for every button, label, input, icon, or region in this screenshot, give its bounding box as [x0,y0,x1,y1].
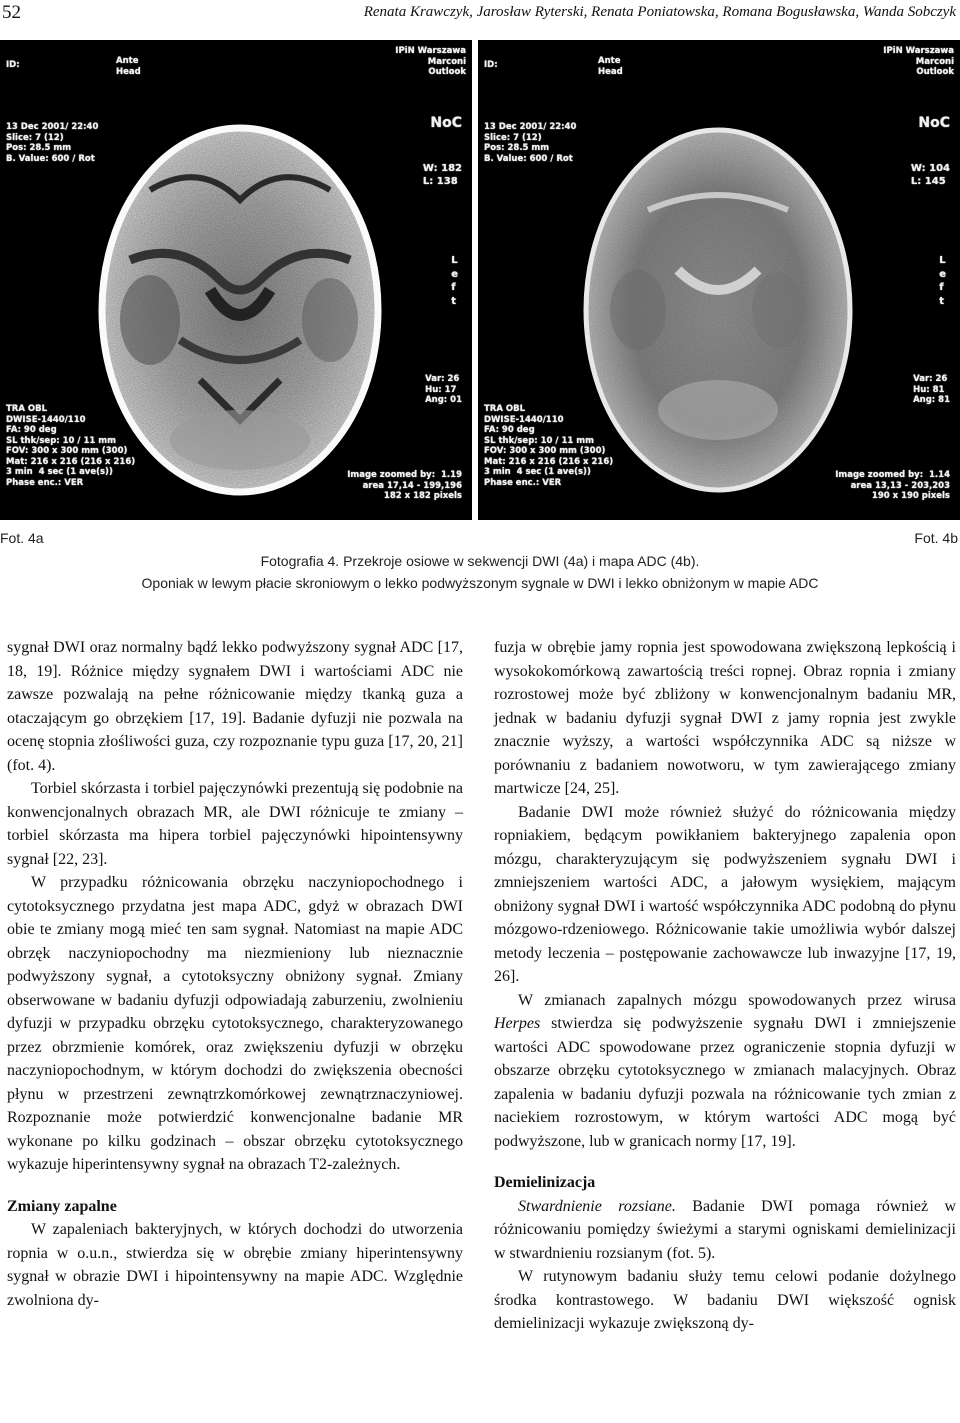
section-heading-zmiany-zapalne: Zmiany zapalne [7,1197,117,1215]
figure-label-4b: Fot. 4b [914,530,958,546]
overlay-window-level: W: 104 L: 145 [910,163,950,187]
overlay-orientation-left: L e f t [451,255,458,307]
overlay-var-hu-ang: Var: 26 Hu: 81 Ang: 81 [913,374,950,405]
overlay-var-hu-ang: Var: 26 Hu: 17 Ang: 01 [425,374,462,405]
overlay-id: ID: [6,60,20,70]
paragraph: fuzja w obrębie jamy ropnia jest spowodowana zwiększoną lepkością i wysokokomórkową zawartością treści ropnej. Obraz ropnia i zmiany rozrostowej może być zbliżony w konwencjonalnym badaniu MR, jednak w badaniu dyfuzji sygnał DWI z jamy ropnia jest zwykle znacznie wyższy, a wartości współczynnika ADC są niższe w porównaniu z badaniem nowotworu, w tym zawierającego zmiany martwicze [24, 25]. [494,639,956,797]
running-head-authors: Renata Krawczyk, Jarosław Ryterski, Renata Poniatowska, Romana Bogusławska, Wanda Sobczyk [363,4,956,20]
paragraph: W rutynowym badaniu służy temu celowi podanie dożylnego środka kontrastowego. W badaniu DWI większość ognisk demielinizacji wykazuje zwiększoną dy- [494,1268,956,1332]
text-run: Badanie DWI pomaga również w różnicowaniu pomiędzy świeżymi a starymi ogniskami demielinizacji w stwardnieniu rozsianym (fot. 5). [494,1197,956,1262]
overlay-noc: NoC [918,115,950,131]
mri-image-adc [478,40,960,520]
paragraph: W zapaleniach bakteryjnych, w których dochodzi do utworzenia ropnia w o.u.n., stwierdza się w obrębie zmiany hiperintensywny sygnał w obrazie DWI i hipointensywny na mapie ADC. Względnie zwolniona dy- [7,1221,463,1309]
overlay-sequence-params: TRA OBL DWISE-1440/110 FA: 90 deg SL thk/sep: 10 / 11 mm FOV: 300 x 300 mm (300) Mat: 216 x 216 (216 x 216) 3 min 4 sec (1 ave(s)) Phase enc.: VER [484,404,614,488]
text-italic: Stwardnienie rozsiane. [518,1197,676,1215]
paragraph: Torbiel skórzasta i torbiel pajęczynówki prezentują się podobnie na konwencjonalnych obrazach MR, ale DWI różnicuje te zmiany – torbiel skórzasta ma hipera torbiel pajęczynówki hipointensywny sygnał [22, 23]. [7,780,463,868]
overlay-orientation-left: L e f t [939,255,946,307]
overlay-sequence-params: TRA OBL DWISE-1440/110 FA: 90 deg SL thk/sep: 10 / 11 mm FOV: 300 x 300 mm (300) Mat: 216 x 216 (216 x 216) 3 min 4 sec (1 ave(s)) Phase enc.: VER [6,404,136,488]
figure-4 [0,40,960,600]
text-run: stwierdza się podwyższenie sygnału DWI i zmniejszenie wartości ADC spowodowane przez ograniczenie stopnia dyfuzji w obszarze obrzęku cytotoksycznego w zmianach malacyjnych. Obraz zapalenia w badaniu dyfuzji pozwala na różnicowanie tych zmian z naciekiem rozrostowym, w którym wartości ADC mogą być podwyższone, lub w granicach normy [17, 19]. [494,1015,956,1150]
figure-caption [0,550,960,594]
overlay-institution: IPiN Warszawa Marconi Outlook [883,46,954,77]
left-column [7,636,463,1312]
overlay-zoom-info: Image zoomed by: 1.14 area 13,13 - 203,203 190 x 190 pixels [835,470,950,501]
overlay-id: ID: [484,60,498,70]
text-italic: Herpes [494,1015,541,1032]
paragraph: sygnał DWI oraz normalny bądź lekko podwyższony sygnał ADC [17, 18, 19]. Różnice między sygnałem DWI i wartościami ADC nie zawsze pozwalają na pełne różnicowanie między tkanką guza a otaczającym go obrzękiem [17, 19]. Badanie dyfuzji nie pozwala na ocenę stopnia złośliwości guza, czy rozpoznanie typu guza [17, 20, 21] (fot. 4). [7,639,463,774]
paragraph [494,1195,956,1266]
caption-line-2: Oponiak w lewym płacie skroniowym o lekko podwyższonym sygnale w DWI i lekko obniżonym w mapie ADC [141,575,819,591]
page-header [0,0,960,32]
overlay-institution: IPiN Warszawa Marconi Outlook [395,46,466,77]
overlay-zoom-info: Image zoomed by: 1.19 area 17,14 - 199,196 182 x 182 pixels [347,470,462,501]
paragraph: Badanie DWI może również służyć do różnicowania między ropniakiem, będącym powikłaniem bakteryjnego zapalenia opon mózgu, charakteryzującym się podwyższeniem sygnału DWI i zmniejszeniem wartości ADC, a jałowym wysiękiem, mającym obniżony sygnał DWI i wartość współczynnika ADC podobną do płynu mózgowo-rdzeniowego. Różnicowanie takie umożliwia wybór dalszej metody leczenia – postępowanie zachowawcze lub inwazyjne [17, 19, 26]. [494,803,956,985]
overlay-noc: NoC [430,115,462,131]
overlay-head-info: Ante Head [598,56,623,77]
caption-line-1: Fotografia 4. Przekroje osiowe w sekwencji DWI (4a) i mapa ADC (4b). [260,553,700,569]
overlay-head-info: Ante Head [116,56,141,77]
paragraph [494,989,956,1154]
right-column [494,636,956,1336]
overlay-acquisition: 13 Dec 2001/ 22:40 Slice: 7 (12) Pos: 28.5 mm B. Value: 600 / Rot [6,122,99,164]
mri-image-dwi [0,40,472,520]
text-run: W zmianach zapalnych mózgu spowodowanych przez wirusa [518,991,956,1009]
overlay-acquisition: 13 Dec 2001/ 22:40 Slice: 7 (12) Pos: 28.5 mm B. Value: 600 / Rot [484,122,577,164]
figure-label-4a: Fot. 4a [0,530,44,546]
section-heading-demielinizacja: Demielinizacja [494,1174,596,1191]
page-number: 52 [2,2,21,23]
overlay-window-level: W: 182 L: 138 [422,163,462,187]
paragraph: W przypadku różnicowania obrzęku naczyniopochodnego i cytotoksycznego przydatna jest mapa ADC, gdyż w obrazach DWI obie te zmiany mogą mieć ten sam sygnał. Natomiast na mapie ADC obrzęk naczyniopochodny ma niezmieniony lub nieznacznie podwyższony sygnał, a cytotoksyczny obniżony sygnał. Zmiany obserwowane w badaniu dyfuzji odpowiadają zaburzeniu, zwolnieniu dyfuzji w przypadku obrzęku cytotoksycznego, charakteryzowanego przez obrzmienie komórek, oraz zwiększeniu dyfuzji w obrzęku naczyniopochodnym, w którym dochodzi do zwiększenia obecności płynu w przestrzeni zewnątrzkomórkowej zewnątrznaczyniowej. Rozpoznanie może potwierdzić konwencjonalne badanie MR wykonane po kilku godzinach – obszar obrzęku cytotoksycznego wykazuje hiperintensywny sygnał na obrazach T2-zależnych. [7,874,463,1173]
